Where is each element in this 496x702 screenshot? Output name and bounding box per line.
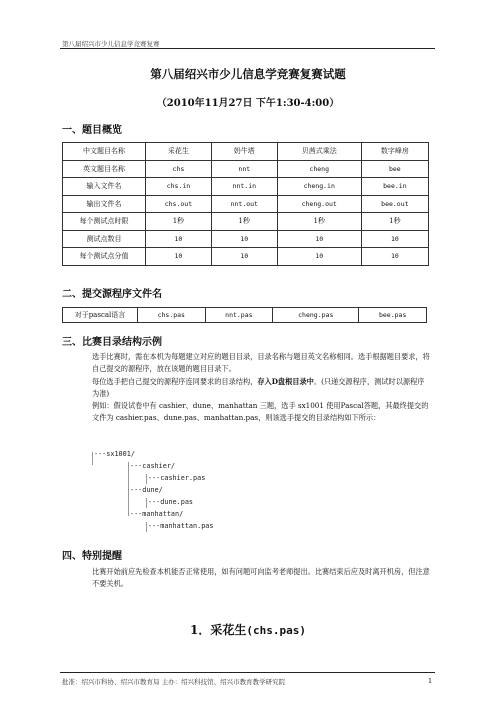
paragraph <box>62 376 430 401</box>
table-cell: bee.in <box>361 178 428 196</box>
directory-instructions <box>62 351 430 425</box>
paragraph: 比赛开始前应先检查本机能否正常使用，如有问题可向监考老师提出。比赛结束后应及时离开机房，但注意不要关机。 <box>92 567 430 589</box>
tree-node: ---sx1001/ <box>94 450 135 458</box>
table-cell: 10 <box>277 230 361 248</box>
table-cell: 采花生 <box>146 143 212 161</box>
problem-heading <box>0 621 496 638</box>
table-cell: 10 <box>146 248 212 266</box>
problem-filename: (chs.pas) <box>246 624 306 637</box>
paragraph: 例如：假设试卷中有 cashier、dune、manhattan 三题，选手 sx1001 使用Pascal答题，其最终提交的文件为 cashier.pas、dune.pas、manhattan.pas，则该选手提交的目录结构如下所示： <box>92 401 429 423</box>
table-cell: nnt.out <box>211 195 277 213</box>
tree-node: ---dune/ <box>130 486 163 494</box>
table-cell: cheng <box>277 160 361 178</box>
table-cell: cheng.pas <box>273 308 359 323</box>
table-cell: cheng.out <box>277 195 361 213</box>
table-cell: 10 <box>146 230 212 248</box>
table-cell: 对于pascal语言 <box>63 308 138 323</box>
tree-node: ---manhattan.pas <box>148 522 214 530</box>
table-row <box>63 248 429 266</box>
table-row <box>63 213 429 231</box>
table-cell: 10 <box>361 230 428 248</box>
tree-node: ---dune.pas <box>148 498 194 506</box>
table-cell: 每个测试点时限 <box>63 213 146 231</box>
section-heading-source-files: 二、提交源程序文件名 <box>62 289 162 300</box>
reminder-text <box>62 566 430 591</box>
table-cell: chs.in <box>146 178 212 196</box>
tree-connector <box>146 498 147 508</box>
table-cell: chs <box>146 160 212 178</box>
tree-node: ---manhattan/ <box>130 510 184 518</box>
problem-title: 1．采花生 <box>190 623 247 637</box>
table-row <box>63 308 427 323</box>
table-cell: nnt.in <box>211 178 277 196</box>
table-cell: bee.pas <box>359 308 427 323</box>
table-cell: 奶牛塔 <box>211 143 277 161</box>
running-header: 第八届绍兴市少儿信息学竞赛复赛 <box>62 40 160 48</box>
text-span: 。(只递交源程序，测试时以源程序为准) <box>92 376 425 398</box>
table-cell: 10 <box>211 230 277 248</box>
section-heading-reminder: 四、特别提醒 <box>62 551 122 562</box>
emphasis-text: 存入D盘根目录中 <box>257 376 314 386</box>
table-cell: 10 <box>277 248 361 266</box>
document-subtitle: （2010年11月27日 下午1:30-4:00） <box>156 98 340 109</box>
tree-connector <box>128 462 129 516</box>
running-footer: 批准：绍兴市科协、绍兴市教育局 主办：绍兴科技馆、绍兴市教育教学研究院 <box>62 678 286 686</box>
tree-connector <box>146 522 147 532</box>
table-row <box>63 143 429 161</box>
table-cell: 贝茜式乘法 <box>277 143 361 161</box>
document-title: 第八届绍兴市少儿信息学竞赛复赛试题 <box>150 67 346 81</box>
table-cell: nnt <box>211 160 277 178</box>
table-cell: 中文题目名称 <box>63 143 146 161</box>
table-cell: nnt.pas <box>205 308 273 323</box>
table-cell: 英文题目名称 <box>63 160 146 178</box>
tree-node: ---cashier.pas <box>148 474 206 482</box>
table-cell: 1秒 <box>277 213 361 231</box>
footer-rule <box>60 672 435 673</box>
table-cell: 每个测试点分值 <box>63 248 146 266</box>
tree-connector <box>92 452 93 465</box>
section-heading-overview: 一、题目概览 <box>62 125 122 136</box>
tree-connector <box>146 474 147 484</box>
table-cell: 测试点数目 <box>63 230 146 248</box>
paragraph: 选手比赛时，需在本机为每题建立对应的题目目录，目录名称与题目英文名称相同。选手根据题目要求，将自己提交的源程序，放在该题的题目目录下。 <box>92 352 430 374</box>
table-cell: 1秒 <box>146 213 212 231</box>
table-cell: 10 <box>211 248 277 266</box>
source-filename-table <box>62 307 427 323</box>
header-rule <box>60 48 435 49</box>
table-cell: 10 <box>361 248 428 266</box>
table-cell: 1秒 <box>361 213 428 231</box>
table-row <box>63 160 429 178</box>
table-row <box>63 195 429 213</box>
problem-overview-table <box>62 142 429 266</box>
table-cell: chs.out <box>146 195 212 213</box>
page-number: 1 <box>428 677 433 685</box>
table-cell: cheng.in <box>277 178 361 196</box>
table-cell: chs.pas <box>138 308 206 323</box>
tree-node: ---cashier/ <box>130 462 176 470</box>
table-cell: 1秒 <box>211 213 277 231</box>
table-cell: 输出文件名 <box>63 195 146 213</box>
table-row <box>63 230 429 248</box>
section-heading-directory: 三、比赛目录结构示例 <box>62 337 162 348</box>
table-row <box>63 178 429 196</box>
table-cell: bee.out <box>361 195 428 213</box>
table-cell: 输入文件名 <box>63 178 146 196</box>
table-cell: 数字峰房 <box>361 143 428 161</box>
table-cell: bee <box>361 160 428 178</box>
text-span: 每位选手把自己提交的源程序连同要求的目录结构， <box>92 376 258 386</box>
